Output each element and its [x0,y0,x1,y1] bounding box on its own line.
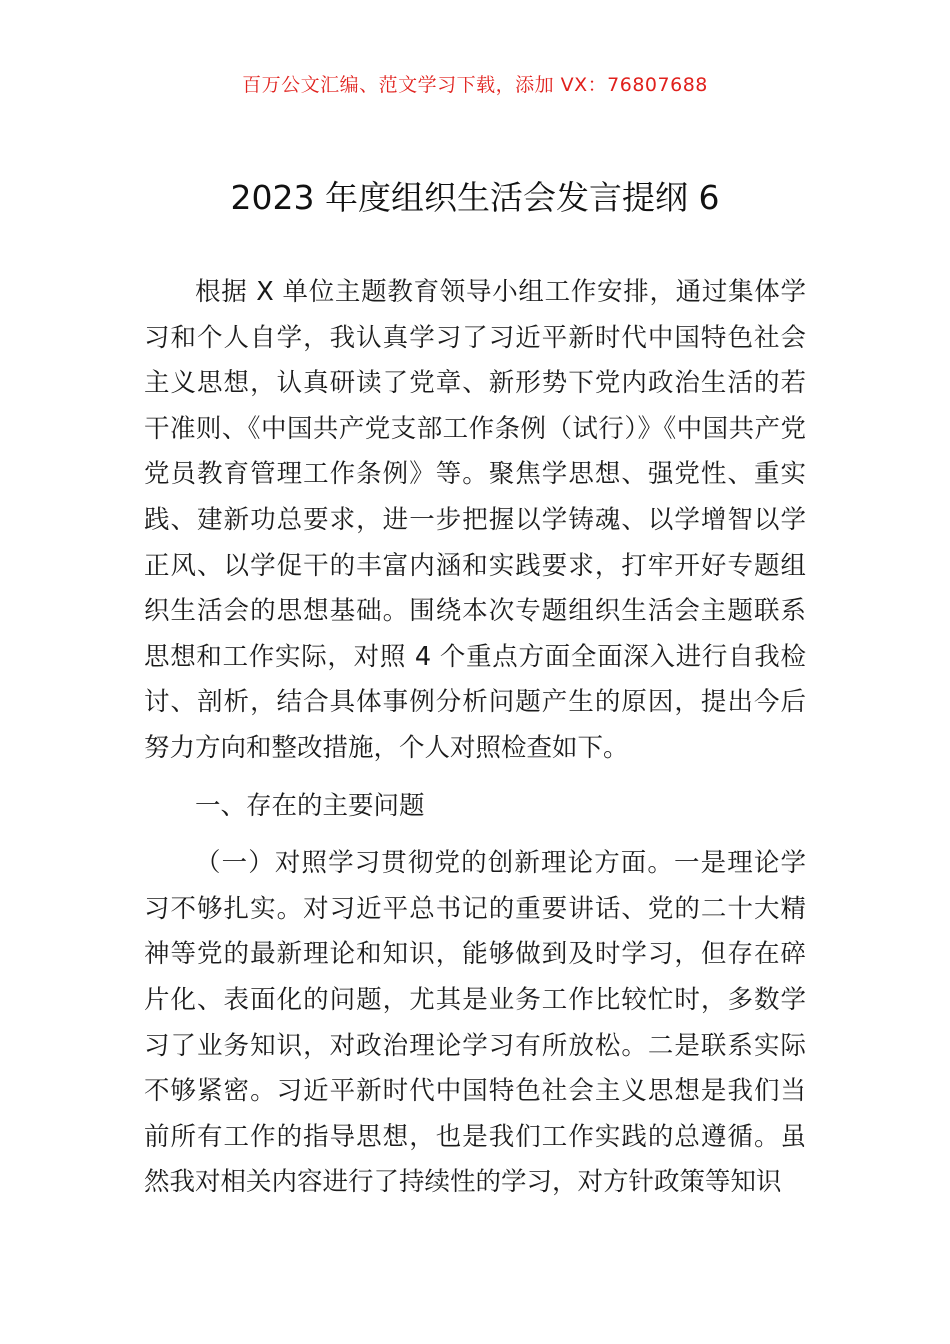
intro-paragraph: 根据 X 单位主题教育领导小组工作安排，通过集体学习和个人自学，我认真学习了习近平新时代中国特色社会主义思想，认真研读了党章、新形势下党内政治生活的若干准则、《中国共产党支部工作条例（试行）》《中国共产党党员教育管理工作条例》等。聚焦学思想、强党性、重实践、建新功总要求，进一步把握以学铸魂、以学增智以学正风、以学促干的丰富内涵和实践要求，打牢开好专题组织生活会的思想基础。围绕本次专题组织生活会主题联系思想和工作实际，对照 4 个重点方面全面深入进行自我检讨、剖析，结合具体事例分析问题产生的原因，提出今后努力方向和整改措施，个人对照检查如下。 [144,277,806,763]
document-body [144,270,806,1206]
header-note: 百万公文汇编、范文学习下载，添加 VX：76807688 [242,74,708,96]
page-title: 2023 年度组织生活会发言提纲 6 [230,178,720,217]
section-paragraph: （一）对照学习贯彻党的创新理论方面。一是理论学习不够扎实。对习近平总书记的重要讲话、党的二十大精神等党的最新理论和知识，能够做到及时学习，但存在碎片化、表面化的问题，尤其是业务工作比较忙时，多数学习了业务知识，对政治理论学习有所放松。二是联系实际不够紧密。习近平新时代中国特色社会主义思想是我们当前所有工作的指导思想，也是我们工作实践的总遵循。虽然我对相关内容进行了持续性的学习，对方针政策等知识 [144,848,806,1198]
section-heading: 一、存在的主要问题 [195,790,425,821]
